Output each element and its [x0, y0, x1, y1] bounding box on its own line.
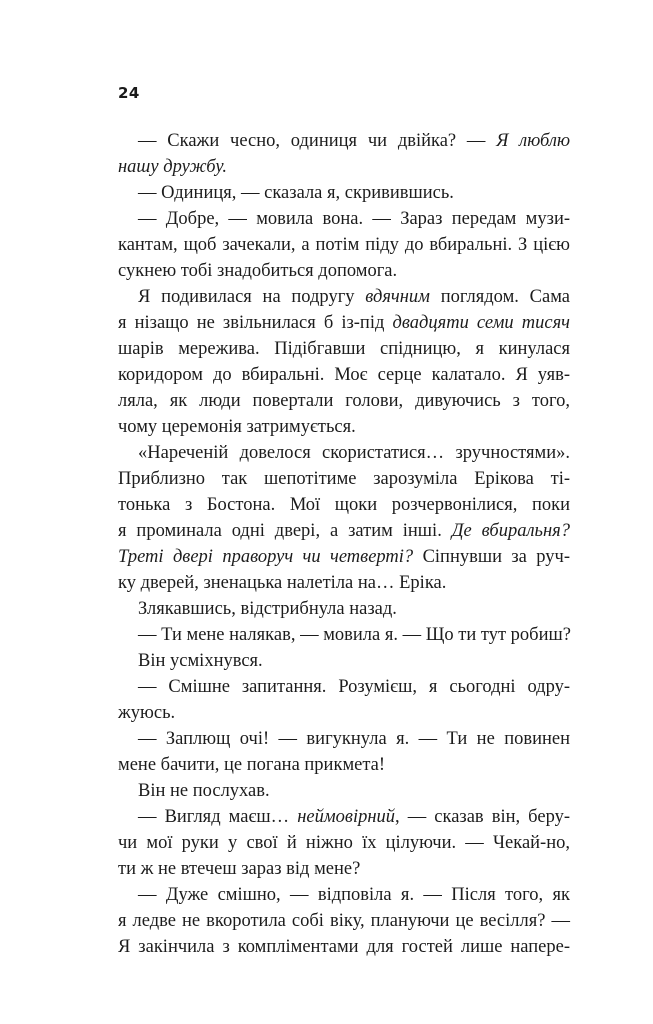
text-line	[118, 544, 570, 570]
text-line	[118, 336, 570, 362]
italic-text: неймовірний	[297, 807, 396, 827]
text-line	[118, 414, 570, 440]
text-line	[118, 284, 570, 310]
italic-text: Треті двері праворуч чи четверті?	[118, 547, 414, 567]
text-line	[118, 908, 570, 934]
text-line	[118, 570, 570, 596]
text-run: Приблизно так шепотітиме зарозуміла Ерікова ті-	[118, 469, 570, 489]
text-run: — Скажи чесно, одиниця чи двійка? —	[138, 131, 497, 151]
text-line	[118, 258, 570, 284]
italic-text: вдячним	[365, 287, 430, 307]
text-run: ку дверей, зненацька налетіла на… Еріка.	[118, 573, 447, 593]
italic-text: Я люблю	[496, 131, 570, 151]
italic-text: Де вбиральня?	[451, 521, 571, 541]
text-line	[118, 388, 570, 414]
text-line	[118, 440, 570, 466]
text-run: ляла, як люди повертали голови, дивуючись з того,	[118, 391, 570, 411]
text-run: — Заплющ очі! — вигукнула я. — Ти не повинен	[138, 729, 570, 749]
text-run: Я подивилася на подругу	[138, 287, 366, 307]
text-line	[118, 466, 570, 492]
italic-text: нашу дружбу.	[118, 157, 228, 177]
text-line	[118, 492, 570, 518]
text-line	[118, 622, 570, 648]
text-line	[118, 648, 570, 674]
text-run: шарів мережива. Підібгавши спідницю, я кинулася	[118, 339, 570, 359]
text-run: сукнею тобі знадобиться допомога.	[118, 261, 398, 281]
body-text	[118, 128, 570, 960]
text-run: тонька з Бостона. Мої щоки розчервонілися, поки	[118, 495, 570, 515]
text-run: Він не послухав.	[138, 781, 270, 801]
text-line	[118, 778, 570, 804]
text-line	[118, 752, 570, 778]
text-run: Сіпнувши за руч-	[413, 547, 571, 567]
text-line	[118, 856, 570, 882]
text-run: — Ти мене налякав, — мовила я. — Що ти тут робиш?	[138, 625, 571, 645]
text-line	[118, 596, 570, 622]
text-line	[118, 700, 570, 726]
text-line	[118, 154, 570, 180]
text-line	[118, 310, 570, 336]
text-run: я проминала одні двері, а затим інші.	[118, 521, 452, 541]
text-line	[118, 804, 570, 830]
text-run: я нізащо не звільнилася б із-під	[118, 313, 393, 333]
text-run: , — сказав він, беру-	[395, 807, 570, 827]
page-number: 24	[118, 84, 140, 102]
text-run: Злякавшись, відстрибнула назад.	[138, 599, 397, 619]
text-run: я ледве не вкоротила собі віку, плануючи це весілля? —	[118, 911, 570, 931]
text-line	[118, 362, 570, 388]
text-run: чи мої руки у свої й ніжно їх цілуючи. — Чекай-но,	[118, 833, 570, 853]
text-line	[118, 518, 570, 544]
text-line	[118, 674, 570, 700]
text-run: мене бачити, це погана прикмета!	[118, 755, 386, 775]
text-line	[118, 726, 570, 752]
text-run: — Дуже смішно, — відповіла я. — Після того, як	[138, 885, 570, 905]
text-run: Він усміхнувся.	[138, 651, 263, 671]
text-run: — Смішне запитання. Розумієш, я сьогодні одру-	[138, 677, 570, 697]
text-run: — Добре, — мовила вона. — Зараз передам музи-	[138, 209, 570, 229]
text-run: — Вигляд маєш…	[138, 807, 298, 827]
text-run: поглядом. Сама	[429, 287, 570, 307]
text-line	[118, 830, 570, 856]
text-line	[118, 180, 570, 206]
text-run: Я закінчила з компліментами для гостей лише напере-	[118, 937, 570, 957]
text-run: — Одиниця, — сказала я, скривившись.	[138, 183, 454, 203]
italic-text: двадцяти семи тисяч	[392, 313, 571, 333]
text-run: кантам, щоб зачекали, а потім піду до вбиральні. З цією	[118, 235, 570, 255]
text-run: жуюсь.	[118, 703, 176, 723]
text-run: «Нареченій довелося скористатися… зручностями».	[138, 443, 570, 463]
text-run: ти ж не втечеш зараз від мене?	[118, 859, 361, 879]
text-line	[118, 934, 570, 960]
text-line	[118, 882, 570, 908]
text-line	[118, 206, 570, 232]
text-run: чому церемонія затримується.	[118, 417, 356, 437]
text-line	[118, 232, 570, 258]
text-line	[118, 128, 570, 154]
text-run: коридором до вбиральні. Моє серце калатало. Я уяв-	[118, 365, 570, 385]
